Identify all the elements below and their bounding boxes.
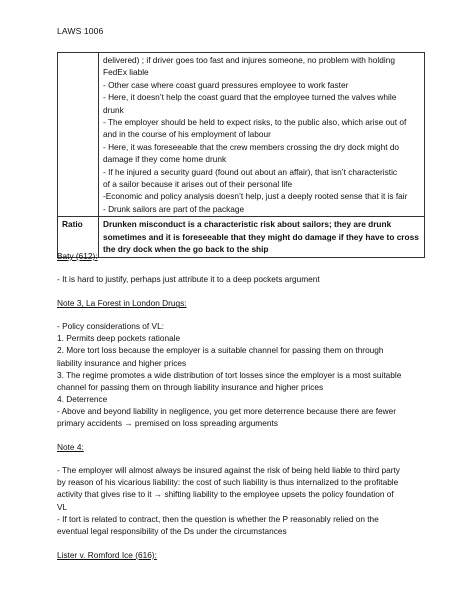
lister-heading: Lister v. Romford Ice (616): — [57, 549, 157, 560]
note3-line: - Above and beyond liability in negligence, you get more deterrence because there are fewer — [57, 405, 397, 416]
table-line: of a sailor because it arises out of their personal life — [103, 179, 293, 190]
note3-heading: Note 3, La Forest in London Drugs: — [57, 298, 187, 309]
note4-arrow-line — [57, 488, 429, 500]
table-line: delivered) ; if driver goes too fast and injures someone, no problem with holding — [103, 55, 395, 65]
ratio-line: sometimes and it is foreseeable that they might do damage if they have to cross — [103, 231, 419, 242]
note3-line: 3. The regime promotes a wide distribution of tort losses since the employer is a most suitable — [57, 369, 402, 380]
note3-line: 4. Deterrence — [57, 393, 108, 404]
table-line: - The employer should be held to expect risks, to the public also, which arise out of — [103, 117, 407, 128]
table-line: - If he injured a security guard (found out about an affair), that isn’t characteristic — [103, 166, 398, 177]
note4-line: - The employer will almost always be insured against the risk of being held liable to third party — [57, 465, 400, 476]
note3-arrow-line-after: premised on loss spreading arguments — [132, 418, 278, 429]
ratio-label: Ratio — [58, 217, 99, 257]
note3-line: channel for passing them on through liability insurance and higher prices — [57, 381, 324, 392]
arrow-right-icon: → — [153, 489, 163, 500]
note4-heading: Note 4: — [57, 442, 84, 453]
table-line: - Drunk sailors are part of the package — [103, 203, 245, 214]
note4-arrow-line-after: shifting liability to the employee upsets the policy foundation of — [162, 489, 394, 500]
table-line: -Economic and policy analysis doesn’t help, just a deeply rooted sense that it is fair — [103, 191, 408, 202]
table-line: - Here, it doesn’t help the coast guard that the employee turned the valves while — [103, 92, 397, 103]
ratio-line: the dry dock when the go back to the ship — [103, 244, 269, 255]
ratio-line: Drunken misconduct is a characteristic risk about sailors; they are drunk — [103, 219, 392, 230]
note3-line: liability insurance and higher prices — [57, 357, 187, 368]
note4-line: eventual legal responsibility of the Ds under the circumstances — [57, 525, 287, 536]
baty-heading: Baty (612): — [57, 251, 98, 261]
note4-line: - If tort is related to contract, then the question is whether the P reasonably relied on the — [57, 513, 379, 524]
note3-line: - Policy considerations of VL: — [57, 321, 164, 332]
table-line: FedEx liable — [103, 67, 149, 78]
page-header-course-code: LAWS 1006 — [57, 26, 104, 36]
note4-line: VL — [57, 501, 68, 512]
arrow-right-icon: → — [124, 418, 133, 429]
table-cell-empty-label — [58, 53, 99, 217]
note3-line: 2. More tort loss because the employer is a suitable channel for passing them on through — [57, 345, 384, 356]
case-analysis-table — [57, 52, 425, 258]
note3-arrow-line-before: primary accidents — [57, 418, 123, 429]
note4-arrow-line-before: activity that gives rise to it — [57, 489, 152, 500]
table-cell-analysis — [99, 53, 425, 217]
note3-line: 1. Permits deep pockets rationale — [57, 333, 181, 344]
table-line: and in the course of his employment of labour — [103, 129, 271, 140]
notes-body — [57, 250, 429, 561]
table-line: - Other case where coast guard pressures employee to work faster — [103, 79, 349, 90]
table-line: damage if they come home drunk — [103, 154, 227, 165]
note4-line: by reason of his vicarious liability: the cost of such liability is thus internalized to the profitable — [57, 477, 399, 488]
table-line: drunk — [103, 104, 124, 115]
baty-text: - It is hard to justify, perhaps just attribute it to a deep pockets argument — [57, 274, 320, 285]
note3-arrow-line — [57, 417, 429, 429]
table-row-analysis — [58, 53, 425, 217]
table-line: - Here, it was foreseeable that the crew members crossing the dry dock might do — [103, 141, 400, 152]
